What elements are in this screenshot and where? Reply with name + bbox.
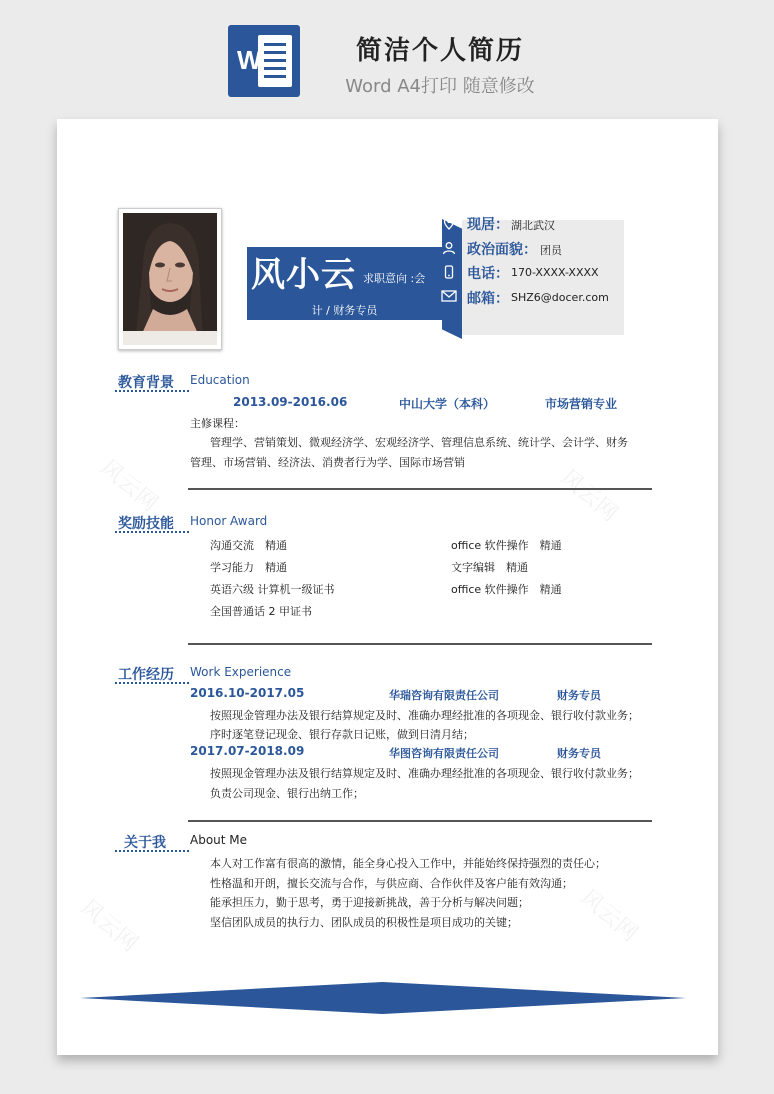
word-icon-letter: W xyxy=(237,45,262,75)
section-title-work: 工作经历 xyxy=(118,667,174,683)
about-line-2: 性格温和开朗，擅长交流与合作，与供应商、合作伙伴及客户能有效沟通； xyxy=(210,877,573,890)
courses-line1: 管理学、营销策划、微观经济学、宏观经济学、管理信息系统、统计学、会计学、财务 xyxy=(210,436,628,449)
courses-label: 主修课程： xyxy=(190,417,245,430)
about-line-1: 本人对工作富有很高的激情，能全身心投入工作中，并能始终保持强烈的责任心； xyxy=(210,857,606,870)
section-divider xyxy=(188,820,652,822)
header-title: 简洁个人简历 xyxy=(355,36,524,66)
contact-value-phone: 170-XXXX-XXXX xyxy=(511,266,599,279)
mail-icon xyxy=(440,289,458,305)
honor-left-2: 学习能力 精通 xyxy=(210,561,287,574)
watermark: 风云网 xyxy=(75,895,143,957)
section-divider xyxy=(188,488,652,490)
contact-key-residence: 现居： xyxy=(467,217,509,233)
contact-key-email: 邮箱： xyxy=(467,291,509,307)
job-duty-line1: 按照现金管理办法及银行结算规定及时、准确办理经批准的各项现金、银行收付款业务； xyxy=(210,767,639,780)
section-title-honors: 奖励技能 xyxy=(118,516,174,532)
section-underline xyxy=(115,682,189,684)
section-title-education: 教育背景 xyxy=(118,375,174,391)
watermark: 风云网 xyxy=(555,465,623,527)
job-duty-line2: 负责公司现金、银行出纳工作； xyxy=(210,787,364,800)
section-subtitle-about: About Me xyxy=(190,833,248,847)
honor-right-2: 文字编辑 精通 xyxy=(451,561,528,574)
job-company: 华瑞咨询有限责任公司 xyxy=(389,689,499,702)
job-period: 2016.10-2017.05 xyxy=(190,686,305,700)
section-divider xyxy=(188,643,652,645)
watermark: 风云网 xyxy=(575,885,643,947)
section-title-about: 关于我 xyxy=(124,835,166,851)
about-line-3: 能承担压力，勤于思考，勇于迎接新挑战，善于分析与解决问题； xyxy=(210,896,529,909)
job-position: 财务专员 xyxy=(557,689,601,702)
contact-value-political: 团员 xyxy=(540,244,562,257)
job-position: 财务专员 xyxy=(557,747,601,760)
job-duty-line2: 序时逐笔登记现金、银行存款日记账，做到日清月结； xyxy=(210,728,474,741)
about-line-4: 坚信团队成员的执行力、团队成员的积极性是项目成功的关键； xyxy=(210,916,518,929)
section-underline xyxy=(115,390,189,392)
section-underline xyxy=(115,850,189,852)
education-major: 市场营销专业 xyxy=(545,397,618,411)
honor-right-1: office 软件操作 精通 xyxy=(451,539,562,552)
name-banner xyxy=(247,247,442,320)
contact-key-phone: 电话： xyxy=(467,266,509,282)
word-app-icon xyxy=(228,25,300,97)
honor-right-3: office 软件操作 精通 xyxy=(451,583,562,596)
honor-left-1: 沟通交流 精通 xyxy=(210,539,287,552)
section-subtitle-work: Work Experience xyxy=(190,665,292,679)
education-period: 2013.09-2016.06 xyxy=(233,395,348,409)
honor-left-3: 英语六级 计算机一级证书 xyxy=(210,583,335,596)
phone-icon xyxy=(440,265,458,281)
job-company: 华图咨询有限责任公司 xyxy=(389,747,499,760)
job-intent-line2: 计 / 财务专员 xyxy=(311,304,378,317)
job-duty-line1: 按照现金管理办法及银行结算规定及时、准确办理经批准的各项现金、银行收付款业务； xyxy=(210,709,639,722)
section-subtitle-honors: Honor Award xyxy=(190,514,268,528)
candidate-name: 风小云 xyxy=(251,255,356,295)
contact-value-residence: 湖北武汉 xyxy=(511,219,555,232)
section-subtitle-education: Education xyxy=(190,373,250,387)
job-intent-line1: 求职意向 :会 xyxy=(363,272,426,285)
person-icon xyxy=(440,241,458,257)
contact-key-political: 政治面貌： xyxy=(467,242,537,258)
header-subtitle: Word A4打印 随意修改 xyxy=(345,76,535,97)
profile-photo xyxy=(123,213,217,345)
profile-photo-frame xyxy=(118,208,222,350)
education-school: 中山大学（本科） xyxy=(399,397,496,411)
section-underline xyxy=(115,531,189,533)
contact-value-email: SHZ6@docer.com xyxy=(511,291,609,304)
honor-left-4: 全国普通话 2 甲证书 xyxy=(210,605,312,618)
watermark: 风云网 xyxy=(95,455,163,517)
courses-line2: 管理、市场营销、经济法、消费者行为学、国际市场营销 xyxy=(190,456,465,469)
job-period: 2017.07-2018.09 xyxy=(190,744,305,758)
location-icon xyxy=(440,216,458,232)
